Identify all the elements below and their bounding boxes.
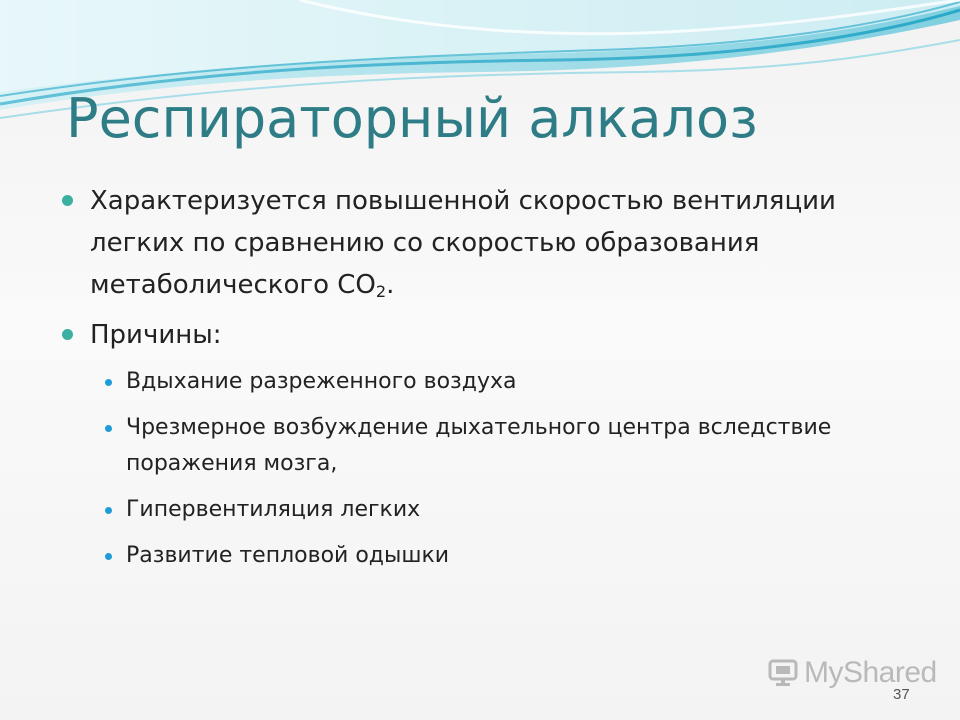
sub-bullet-dot: [105, 379, 112, 386]
bullet-dot: [62, 329, 73, 340]
projector-icon: [768, 659, 798, 687]
page-number: 37: [893, 686, 910, 703]
bullet-causes-text: Причины:: [90, 320, 222, 350]
bullet-definition-end: .: [386, 270, 395, 300]
watermark-logo: [768, 656, 937, 690]
sub-bullet-item: [62, 492, 922, 528]
slide-title: Респираторный алкалоз: [66, 87, 758, 150]
bullet-definition-text: Характеризуется повышенной скоростью вентиляции легких по сравнению со скоростью образования метаболического CO: [90, 186, 836, 300]
bullet-causes: [62, 314, 922, 356]
sub-bullet-text: Чрезмерное возбуждение дыхательного центра вследствие поражения мозга,: [126, 415, 832, 476]
sub-bullet-dot: [105, 553, 112, 560]
sub-bullet-dot: [105, 425, 112, 432]
sub-bullet-item: [62, 364, 922, 400]
sub-bullet-text: Вдыхание разреженного воздуха: [126, 369, 517, 394]
bullet-definition: [62, 180, 922, 306]
watermark-text: MyShared: [804, 656, 937, 689]
co2-subscript: 2: [375, 282, 387, 302]
sub-bullet-text: Развитие тепловой одышки: [126, 543, 450, 568]
bullet-dot: [62, 195, 73, 206]
slide-content: [62, 180, 922, 584]
sub-bullet-item: [62, 538, 922, 574]
sub-bullet-text: Гипервентиляция легких: [126, 497, 421, 522]
sub-bullet-item: [62, 410, 922, 482]
sub-bullet-dot: [105, 507, 112, 514]
